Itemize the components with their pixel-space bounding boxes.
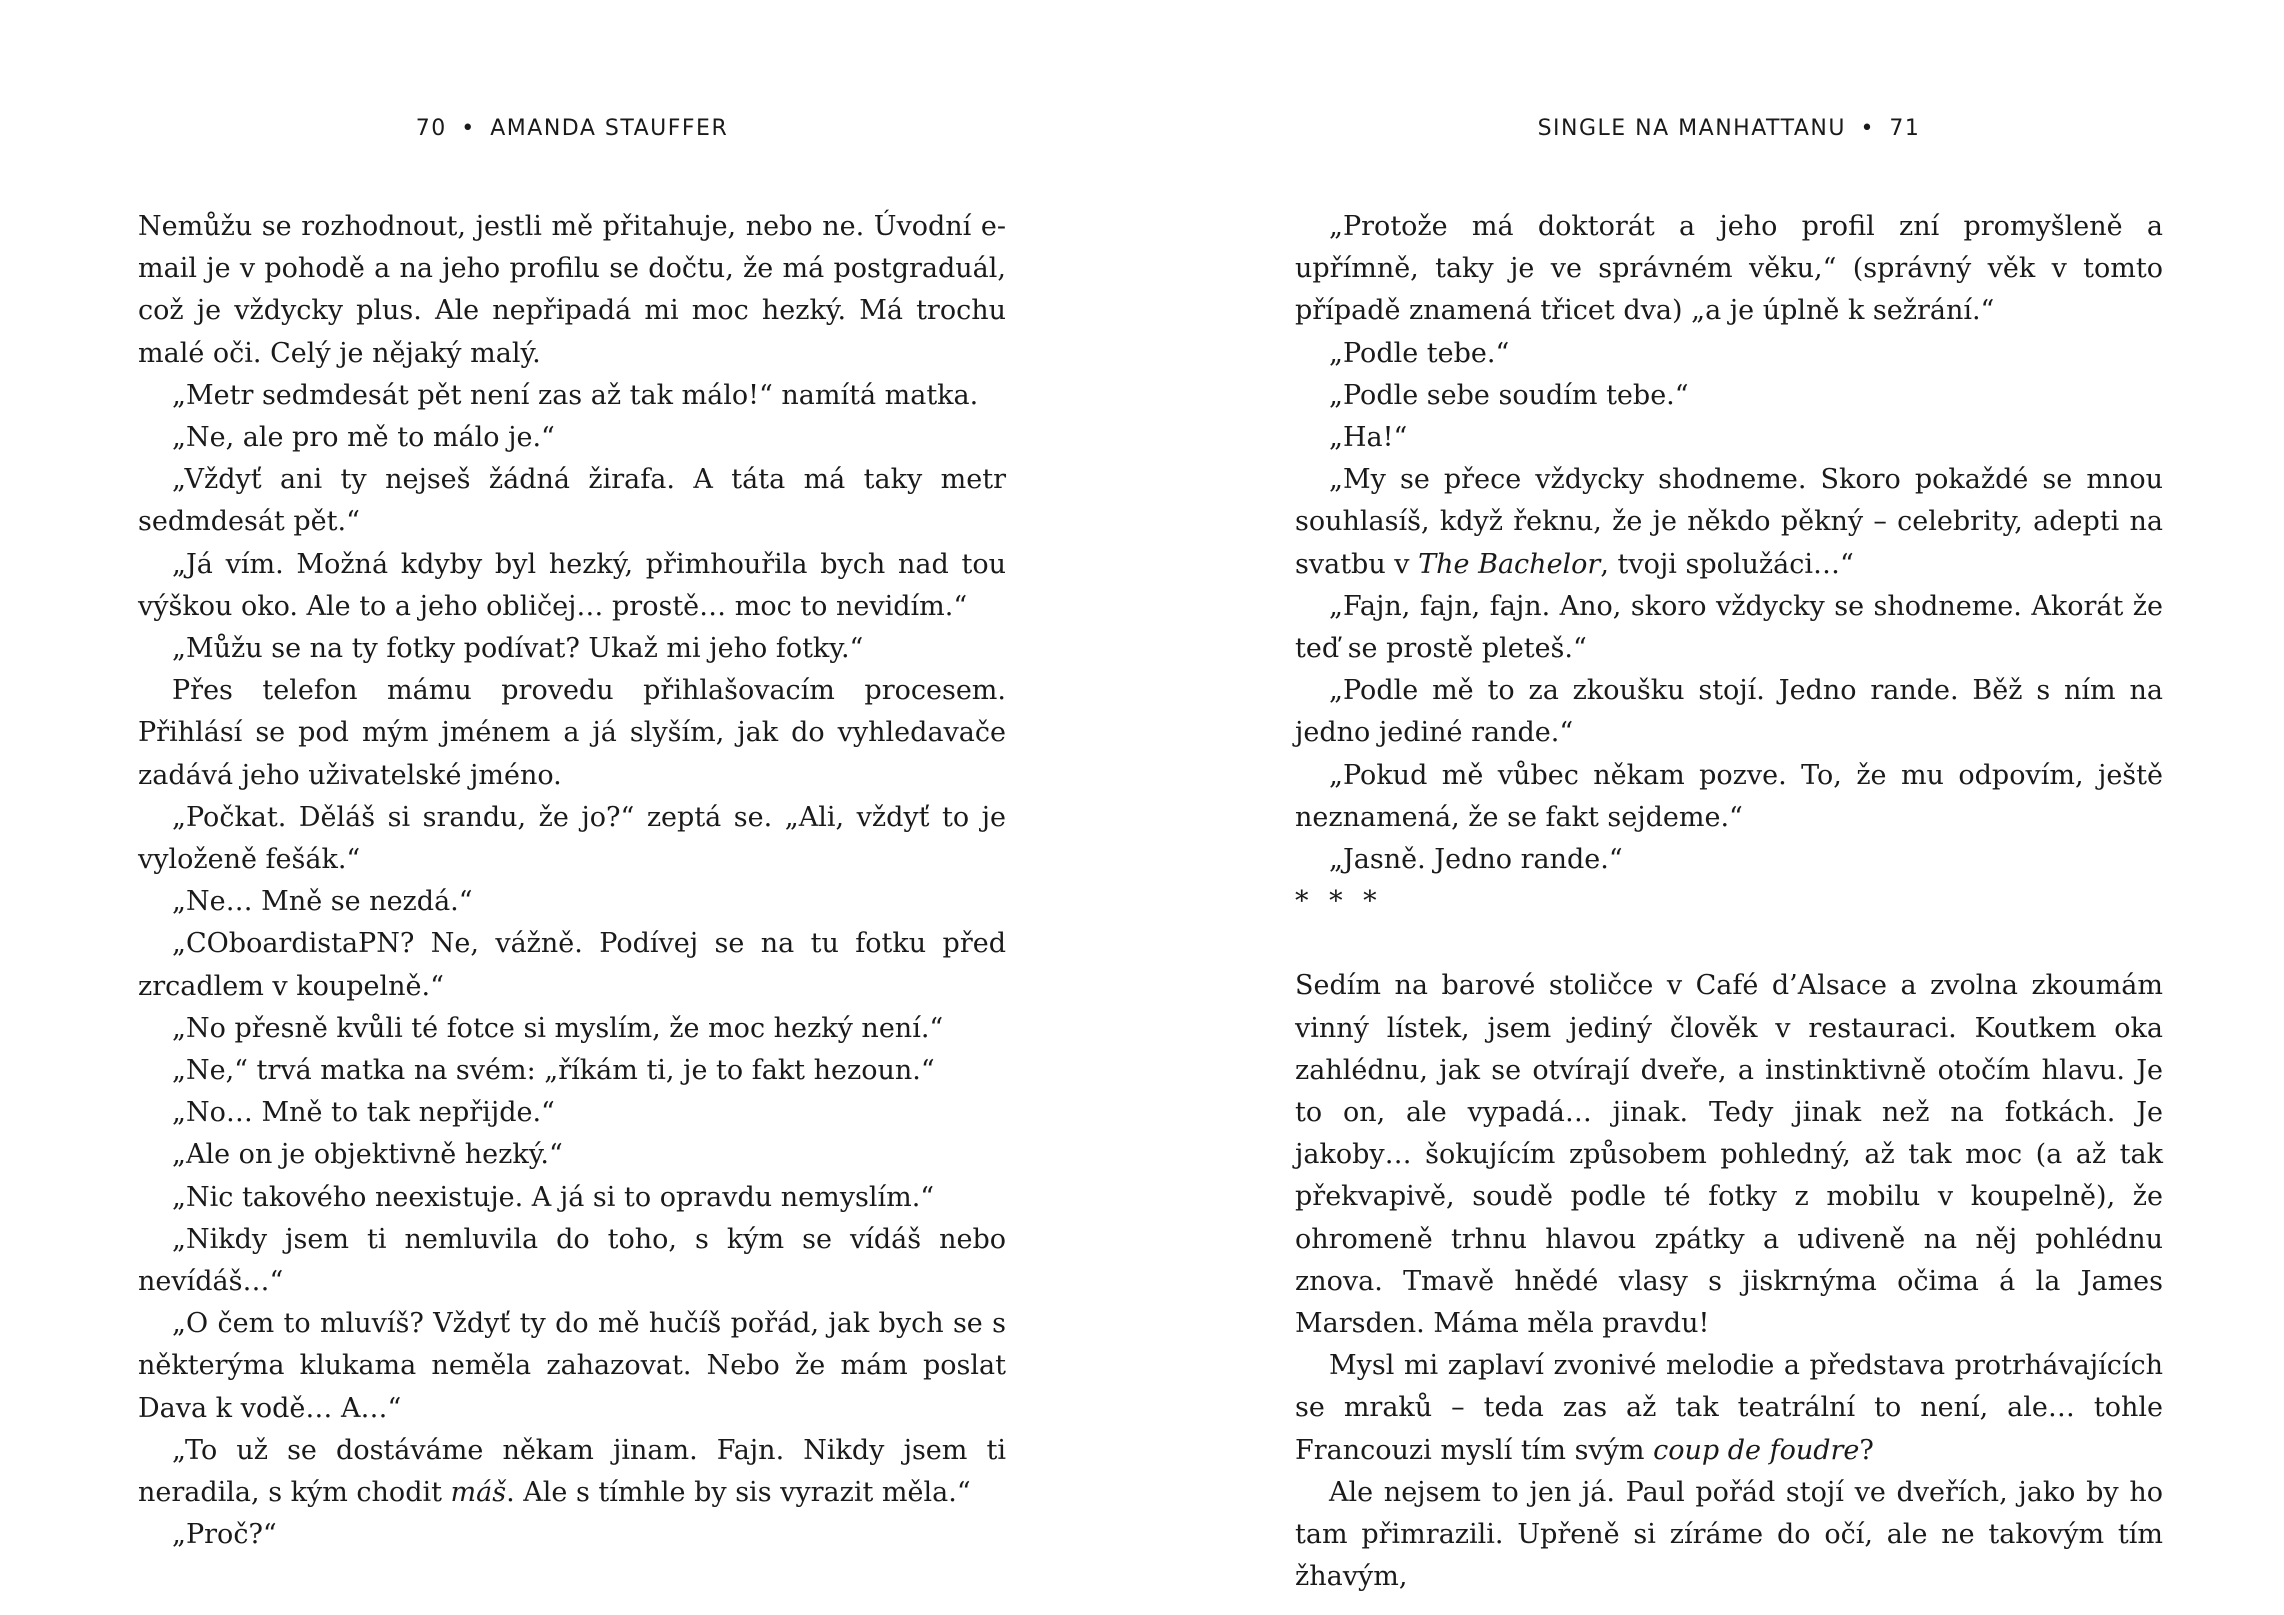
left-page-number: 70 bbox=[415, 116, 447, 141]
text-run: ? bbox=[1859, 1434, 1874, 1466]
paragraph bbox=[1295, 459, 2163, 586]
paragraph: „Vždyť ani ty nejseš žádná žirafa. A táta má taky metr sedmdesát pět.“ bbox=[138, 464, 1006, 538]
italic-run: máš bbox=[450, 1477, 507, 1509]
left-header-bullet: • bbox=[461, 116, 476, 141]
paragraph: „Ne,“ trvá matka na svém: „říkám ti, je to fakt hezoun.“ bbox=[172, 1055, 935, 1087]
paragraph: Přes telefon mámu provedu přihlašovacím procesem. Přihlásí se pod mým jménem a já slyším, jak do vyhledavače zadává jeho uživatelské jméno. bbox=[138, 675, 1006, 791]
right-page bbox=[1295, 0, 2163, 1615]
left-running-head bbox=[138, 116, 1006, 141]
right-running-head bbox=[1295, 116, 2163, 141]
paragraph: „O čem to mluvíš? Vždyť ty do mě hučíš pořád, jak bych se s některýma klukama neměla zahazovat. Nebo že mám poslat Dava k vodě… A…“ bbox=[138, 1308, 1006, 1424]
paragraph: Sedím na barové stoličce v Café d’Alsace a zvolna zkoumám vinný lístek, jsem jediný člověk v restauraci. Koutkem oka zahlédnu, jak se otvírají dveře, a instinktivně otočím hlavu. Je to on, ale vypadá… jinak. Tedy jinak než na fotkách. Je jakoby… šokujícím způsobem pohledný, až tak moc (a až tak překvapivě, soudě podle té fotky z mobilu v koupelně), že ohromeně trhnu hlavou zpátky a udiveně na něj pohlédnu znova. Tmavě hnědé vlasy s jiskrnýma očima á la James Marsden. Máma měla pravdu! bbox=[1295, 970, 2163, 1340]
italic-run: The Bachelor bbox=[1418, 548, 1601, 580]
paragraph bbox=[1295, 1345, 2163, 1472]
paragraph: „Já vím. Možná kdyby byl hezký, přimhouřila bych nad tou výškou oko. Ale to a jeho obličej… prostě… moc to nevidím.“ bbox=[138, 548, 1006, 622]
paragraph: „Nic takového neexistuje. A já si to opravdu nemyslím.“ bbox=[172, 1181, 935, 1213]
paragraph: „Fajn, fajn, fajn. Ano, skoro vždycky se shodneme. Akorát že teď se prostě pleteš.“ bbox=[1295, 590, 2163, 665]
paragraph bbox=[138, 1430, 1006, 1514]
paragraph: „COboardistaPN? Ne, vážně. Podívej se na tu fotku před zrcadlem v koupelně.“ bbox=[138, 928, 1006, 1002]
right-page-number: 71 bbox=[1889, 116, 1921, 141]
text-run: . Ale s tímhle by sis vyrazit měla.“ bbox=[506, 1477, 971, 1509]
paragraph: „Počkat. Děláš si srandu, že jo?“ zeptá se. „Ali, vždyť to je vyloženě fešák.“ bbox=[138, 801, 1006, 876]
paragraph: „Nikdy jsem ti nemluvila do toho, s kým se vídáš nebo nevídáš…“ bbox=[138, 1223, 1006, 1298]
paragraph: Nemůžu se rozhodnout, jestli mě přitahuje, nebo ne. Úvodní e-mail je v pohodě a na jeho profilu se dočtu, že má postgraduál, což je vždycky plus. Ale nepřipadá mi moc hezký. Má trochu malé oči. Celý je nějaký malý. bbox=[138, 211, 1006, 369]
paragraph: „Proč?“ bbox=[172, 1519, 277, 1551]
paragraph: „Jasně. Jedno rande.“ bbox=[1329, 844, 1623, 876]
paragraph: Ale nejsem to jen já. Paul pořád stojí ve dveřích, jako by ho tam přimrazili. Upřeně si zíráme do očí, ale ne takovým tím žhavým, bbox=[1295, 1476, 2163, 1593]
paragraph: „Můžu se na ty fotky podívat? Ukaž mi jeho fotky.“ bbox=[172, 633, 864, 665]
left-body-text bbox=[138, 206, 1006, 1557]
paragraph: „Protože má doktorát a jeho profil zní promyšleně a upřímně, taky je ve správném věku,“ (správný věk v tomto případě znamená třicet dva) „a je úplně k sežrání.“ bbox=[1295, 211, 2163, 327]
paragraph: „Pokud mě vůbec někam pozve. To, že mu odpovím, ještě neznamená, že se fakt sejdeme.“ bbox=[1295, 759, 2163, 833]
right-body-text bbox=[1295, 206, 2163, 1599]
right-header-title: SINGLE NA MANHATTANU bbox=[1537, 116, 1846, 141]
scene-separator: * * * bbox=[1295, 886, 1383, 918]
italic-run: coup de foudre bbox=[1653, 1434, 1860, 1466]
right-header-bullet: • bbox=[1860, 116, 1875, 141]
paragraph: „Ne… Mně se nezdá.“ bbox=[172, 886, 473, 918]
paragraph: „Metr sedmdesát pět není zas až tak málo!“ namítá matka. bbox=[172, 379, 979, 411]
text-run: Mysl mi zaplaví zvonivé melodie a představa protrhávajících se mraků – teda zas až tak teatrální to není, ale… tohle Francouzi myslí tím svým bbox=[1295, 1350, 2163, 1466]
paragraph: „No přesně kvůli té fotce si myslím, že moc hezký není.“ bbox=[172, 1012, 944, 1044]
paragraph: „Podle mě to za zkoušku stojí. Jedno rande. Běž s ním na jedno jediné rande.“ bbox=[1295, 675, 2163, 749]
paragraph: „Podle sebe soudím tebe.“ bbox=[1329, 379, 1689, 411]
left-header-author: AMANDA STAUFFER bbox=[490, 116, 729, 141]
text-run: „My se přece vždycky shodneme. Skoro pokaždé se mnou souhlasíš, když řeknu, že je někdo pěkný – celebrity, adepti na svatbu v bbox=[1295, 464, 2163, 580]
text-run: „To už se dostáváme někam jinam. Fajn. Nikdy jsem ti neradila, s kým chodit bbox=[138, 1434, 1006, 1509]
paragraph: „No… Mně to tak nepřijde.“ bbox=[172, 1097, 555, 1129]
paragraph: „Podle tebe.“ bbox=[1329, 337, 1510, 369]
paragraph: „Ale on je objektivně hezký.“ bbox=[172, 1139, 563, 1171]
paragraph: „Ha!“ bbox=[1329, 422, 1408, 454]
left-page bbox=[138, 0, 1006, 1615]
text-run: , tvoji spolužáci…“ bbox=[1600, 548, 1854, 580]
paragraph: „Ne, ale pro mě to málo je.“ bbox=[172, 422, 555, 454]
